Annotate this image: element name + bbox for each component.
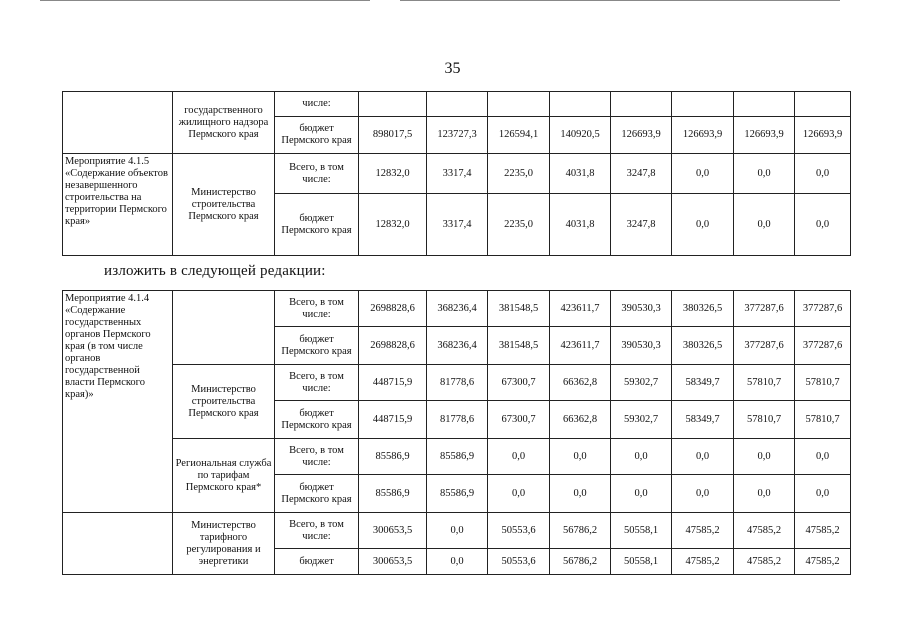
value-cell: 380326,5 xyxy=(672,327,734,365)
table-row xyxy=(63,154,851,194)
value-cell: 377287,6 xyxy=(795,291,851,327)
value-cell xyxy=(734,92,795,117)
value-cell: 300653,5 xyxy=(359,549,427,575)
source-cell: бюджет Пермского края xyxy=(275,194,359,256)
value-cell: 0,0 xyxy=(550,475,611,513)
value-cell: 0,0 xyxy=(734,439,795,475)
value-cell: 3317,4 xyxy=(427,154,488,194)
value-cell: 50553,6 xyxy=(488,549,550,575)
value-cell: 0,0 xyxy=(550,439,611,475)
value-cell: 67300,7 xyxy=(488,401,550,439)
scan-top-line-right xyxy=(400,0,840,1)
value-cell: 0,0 xyxy=(427,549,488,575)
value-cell: 448715,9 xyxy=(359,365,427,401)
value-cell: 47585,2 xyxy=(672,549,734,575)
value-cell: 0,0 xyxy=(611,475,672,513)
value-cell: 390530,3 xyxy=(611,291,672,327)
source-cell: бюджет Пермского края xyxy=(275,401,359,439)
value-cell: 57810,7 xyxy=(795,401,851,439)
value-cell: 3247,8 xyxy=(611,154,672,194)
amendment-text: изложить в следующей редакции: xyxy=(104,263,326,279)
value-cell: 0,0 xyxy=(795,194,851,256)
executor-cell: Министерство тарифного регулирования и энергетики xyxy=(173,513,275,575)
value-cell: 47585,2 xyxy=(734,513,795,549)
value-cell: 50558,1 xyxy=(611,549,672,575)
source-cell: бюджет Пермского края xyxy=(275,475,359,513)
value-cell: 0,0 xyxy=(734,475,795,513)
value-cell: 57810,7 xyxy=(734,401,795,439)
value-cell: 58349,7 xyxy=(672,401,734,439)
value-cell: 377287,6 xyxy=(734,291,795,327)
value-cell: 59302,7 xyxy=(611,401,672,439)
value-cell: 2698828,6 xyxy=(359,291,427,327)
value-cell: 0,0 xyxy=(734,154,795,194)
value-cell: 368236,4 xyxy=(427,291,488,327)
value-cell: 423611,7 xyxy=(550,327,611,365)
value-cell: 0,0 xyxy=(611,439,672,475)
value-cell: 126594,1 xyxy=(488,117,550,154)
executor-cell xyxy=(173,291,275,365)
budget-table-top xyxy=(62,91,851,256)
value-cell: 0,0 xyxy=(672,475,734,513)
value-cell: 123727,3 xyxy=(427,117,488,154)
page-number: 35 xyxy=(444,60,461,77)
value-cell: 47585,2 xyxy=(795,513,851,549)
value-cell: 0,0 xyxy=(795,475,851,513)
value-cell: 0,0 xyxy=(672,194,734,256)
value-cell: 377287,6 xyxy=(734,327,795,365)
value-cell: 85586,9 xyxy=(427,475,488,513)
measure-cell xyxy=(63,92,173,154)
executor-cell: Министерство строительства Пермского края xyxy=(173,365,275,439)
value-cell: 67300,7 xyxy=(488,365,550,401)
value-cell: 2235,0 xyxy=(488,154,550,194)
value-cell: 381548,5 xyxy=(488,327,550,365)
executor-cell: Министерство строительства Пермского края xyxy=(173,154,275,256)
source-cell: бюджет Пермского края xyxy=(275,117,359,154)
source-cell: Всего, в том числе: xyxy=(275,291,359,327)
value-cell: 56786,2 xyxy=(550,513,611,549)
value-cell: 47585,2 xyxy=(672,513,734,549)
value-cell: 85586,9 xyxy=(359,475,427,513)
value-cell: 390530,3 xyxy=(611,327,672,365)
value-cell: 126693,9 xyxy=(672,117,734,154)
value-cell: 12832,0 xyxy=(359,194,427,256)
value-cell: 0,0 xyxy=(427,513,488,549)
value-cell: 300653,5 xyxy=(359,513,427,549)
executor-cell: государственного жилищного надзора Пермского края xyxy=(173,92,275,154)
source-cell: бюджет Пермского края xyxy=(275,327,359,365)
value-cell: 85586,9 xyxy=(427,439,488,475)
measure-cell-empty xyxy=(63,513,173,575)
scan-top-line-left xyxy=(40,0,370,1)
value-cell: 377287,6 xyxy=(795,327,851,365)
value-cell: 4031,8 xyxy=(550,194,611,256)
value-cell xyxy=(550,92,611,117)
value-cell: 2235,0 xyxy=(488,194,550,256)
value-cell: 0,0 xyxy=(672,439,734,475)
value-cell: 81778,6 xyxy=(427,365,488,401)
value-cell xyxy=(795,92,851,117)
table-row xyxy=(63,513,851,549)
budget-table-bottom xyxy=(62,290,851,575)
value-cell: 423611,7 xyxy=(550,291,611,327)
value-cell: 140920,5 xyxy=(550,117,611,154)
value-cell: 3317,4 xyxy=(427,194,488,256)
table-row xyxy=(63,439,851,475)
source-cell: Всего, в том числе: xyxy=(275,513,359,549)
value-cell: 0,0 xyxy=(672,154,734,194)
executor-cell: Региональная служба по тарифам Пермского края* xyxy=(173,439,275,513)
value-cell xyxy=(672,92,734,117)
measure-cell: Мероприятие 4.1.4 «Содержание государственных органов Пермского края (в том числе органов государственной власти Пермского края)» xyxy=(63,291,173,513)
value-cell: 448715,9 xyxy=(359,401,427,439)
value-cell: 12832,0 xyxy=(359,154,427,194)
value-cell: 126693,9 xyxy=(611,117,672,154)
value-cell: 381548,5 xyxy=(488,291,550,327)
value-cell: 59302,7 xyxy=(611,365,672,401)
value-cell: 47585,2 xyxy=(795,549,851,575)
value-cell: 47585,2 xyxy=(734,549,795,575)
value-cell: 50558,1 xyxy=(611,513,672,549)
value-cell: 0,0 xyxy=(795,154,851,194)
value-cell: 85586,9 xyxy=(359,439,427,475)
value-cell: 2698828,6 xyxy=(359,327,427,365)
value-cell: 0,0 xyxy=(488,439,550,475)
value-cell: 0,0 xyxy=(488,475,550,513)
value-cell xyxy=(359,92,427,117)
value-cell: 380326,5 xyxy=(672,291,734,327)
value-cell: 368236,4 xyxy=(427,327,488,365)
value-cell: 57810,7 xyxy=(795,365,851,401)
source-cell: числе: xyxy=(275,92,359,117)
value-cell: 126693,9 xyxy=(795,117,851,154)
value-cell: 81778,6 xyxy=(427,401,488,439)
measure-cell: Мероприятие 4.1.5 «Содержание объектов незавершенного строительства на территории Пермского края» xyxy=(63,154,173,256)
table-row xyxy=(63,92,851,117)
table-row xyxy=(63,291,851,327)
value-cell: 57810,7 xyxy=(734,365,795,401)
value-cell: 0,0 xyxy=(734,194,795,256)
value-cell: 50553,6 xyxy=(488,513,550,549)
value-cell: 56786,2 xyxy=(550,549,611,575)
value-cell: 3247,8 xyxy=(611,194,672,256)
value-cell xyxy=(488,92,550,117)
source-cell: бюджет xyxy=(275,549,359,575)
source-cell: Всего, в том числе: xyxy=(275,439,359,475)
value-cell: 4031,8 xyxy=(550,154,611,194)
value-cell: 66362,8 xyxy=(550,365,611,401)
value-cell xyxy=(427,92,488,117)
source-cell: Всего, в том числе: xyxy=(275,365,359,401)
value-cell: 58349,7 xyxy=(672,365,734,401)
table-row xyxy=(63,365,851,401)
value-cell: 0,0 xyxy=(795,439,851,475)
value-cell: 898017,5 xyxy=(359,117,427,154)
source-cell: Всего, в том числе: xyxy=(275,154,359,194)
value-cell xyxy=(611,92,672,117)
value-cell: 126693,9 xyxy=(734,117,795,154)
value-cell: 66362,8 xyxy=(550,401,611,439)
